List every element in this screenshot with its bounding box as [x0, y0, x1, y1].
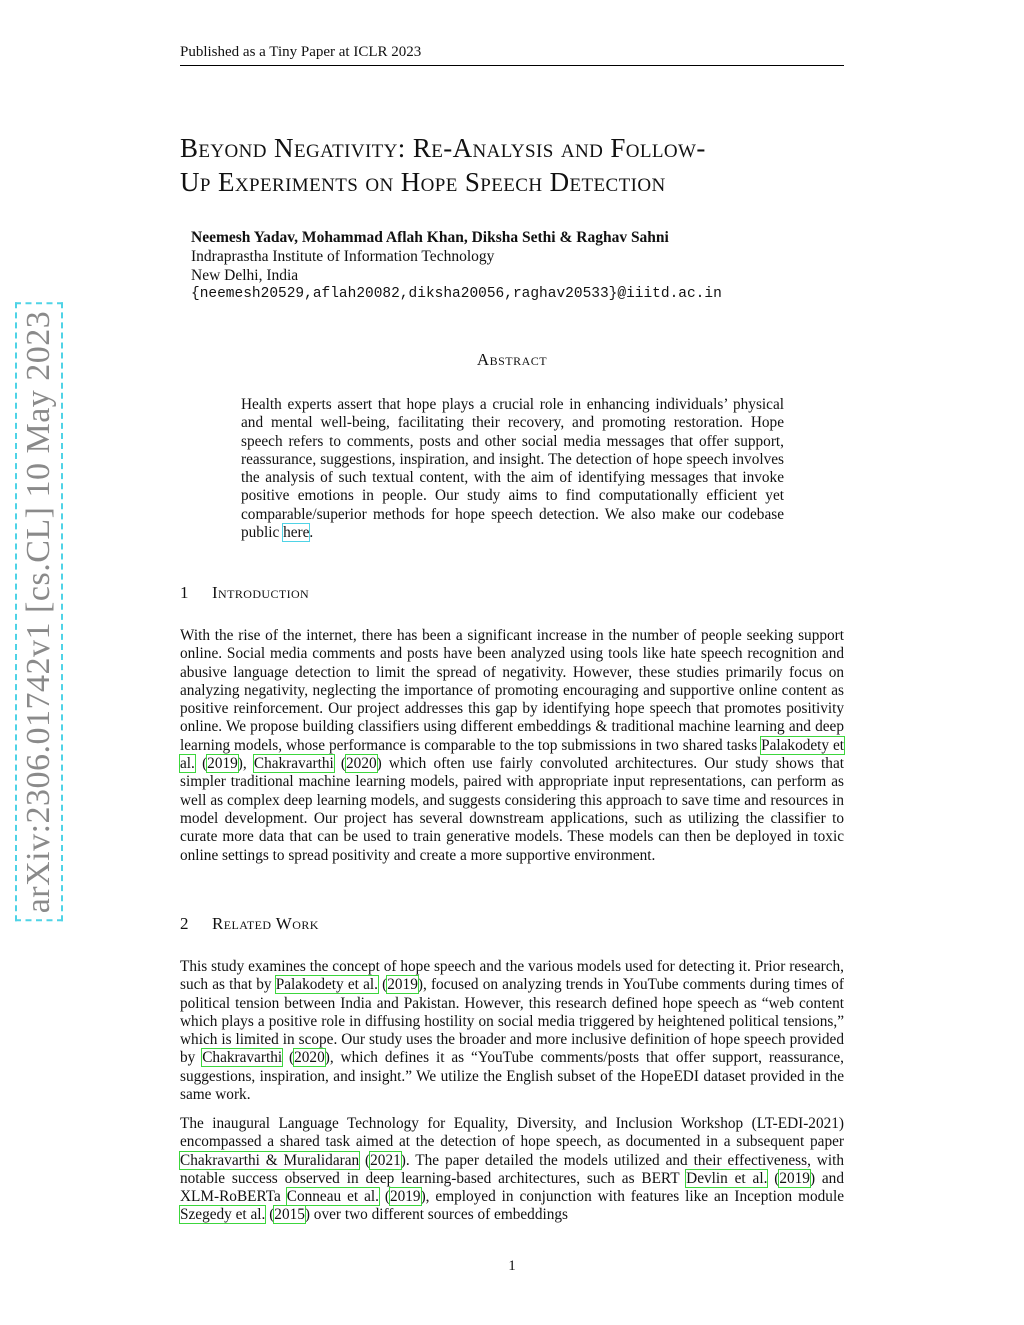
related-text-4: The inaugural Language Technology for Equality, Diversity, and Inclusion Workshop (LT-EDI-2021) encompassed a shared task aimed at the detection of hope speech, as documented in a subsequent paper	[180, 1115, 844, 1151]
citation-year-2020[interactable]: 2020	[346, 755, 377, 773]
citation-chakravarthi[interactable]: Chakravarthi	[253, 755, 334, 773]
citation-palakodety[interactable]: Palakodety et al.	[180, 736, 844, 773]
citation-year-2021[interactable]: 2021	[370, 1151, 401, 1169]
location: New Delhi, India	[191, 267, 299, 284]
citation-chakravarthi-muralidaran[interactable]: Chakravarthi & Muralidaran	[180, 1151, 360, 1169]
related-text-5: ). The paper detailed the models utilized and their effectiveness, with notable success observed in deep learning-based architectures, such as BERT	[180, 1151, 844, 1187]
introduction-paragraph: With the rise of the internet, there has been a significant increase in the number of people seeking support online. Social media comments and posts have been analyzed using tools like hate speech recognition and abusive language detection to limit the spread of negativity. However, these studies primarily focus on analyzing negativity, neglecting the importance of promoting encouraging and supportive online content as positive reinforcement. Our project addresses this gap by identifying hope speech that promotes positivity online. We propose building classifiers using different embeddings & traditional machine learning and deep learning models, whose performance is comparable to the top submissions in two shared tasks Palakodety et al. (2019), Chakravarthi (2020) which often use fairly convoluted architectures. Our study shows that simpler traditional machine learning models, paired with appropriate input representations, can perform as well as complex deep learning models, and suggests considering this approach to save time and resources in model development. Our project has several downstream applications, such as utilizing the classifier to curate more data that can be used to train generative models. These models can then be deployed in toxic online settings to spread positivity and create a more supportive environment.	[180, 627, 844, 864]
section-number: 1	[180, 583, 189, 602]
abstract-body	[241, 396, 784, 542]
related-work-paragraph-2: The inaugural Language Technology for Equality, Diversity, and Inclusion Workshop (LT-EDI-2021) encompassed a shared task aimed at the detection of hope speech, as documented in a subsequent paper Chakravarthi & Muralidaran (2021). The paper detailed the models utilized and their effectiveness, with notable success observed in deep learning-based architectures, such as BERT Devlin et al. (2019) and XLM-RoBERTa Conneau et al. (2019), employed in conjunction with features like an Inception module Szegedy et al. (2015) over two different sources of embeddings	[180, 1115, 844, 1224]
section-introduction-heading	[180, 583, 844, 603]
section-related-work-heading	[180, 914, 844, 934]
citation-chakravarthi[interactable]: Chakravarthi	[202, 1049, 283, 1067]
codebase-link[interactable]: here	[283, 524, 310, 542]
citation-year-2020[interactable]: 2020	[294, 1049, 325, 1067]
related-text-3: ), which defines it as “YouTube comments/posts that offer support, reassurance, suggestions, inspiration, and insight.” We utilize the English subset of the HopeEDI dataset provided in the same work.	[180, 1049, 845, 1104]
arxiv-stamp-link[interactable]: arXiv:2306.01742v1 [cs.CL] 10 May 2023	[15, 303, 63, 922]
section-title-text: Introduction	[212, 583, 310, 602]
related-work-paragraph-1: This study examines the concept of hope speech and the various models used for detecting it. Prior research, such as that by Palakodety et al. (2019), focused on analyzing trends in YouTube comments during times of political tension between India and Pakistan. However, this research defined hope speech as “web content which plays a positive role in diffusing hostility on social media triggered by heightened political tensions,” which is limited in scope. Our study uses the broader and more inclusive definition of hope speech provided by Chakravarthi (2020), which defines it as “YouTube comments/posts that offer support, reassurance, suggestions, inspiration, and insight.” We utilize the English subset of the HopeEDI dataset provided in the same work.	[180, 958, 845, 1104]
abstract-text: Health experts assert that hope plays a crucial role in enhancing individuals’ physical and mental well-being, facilitating their recovery, and promoting restoration. Hope speech refers to comments, posts and other social media messages that offer support, reassurance, suggestions, inspiration, and insight. The detection of hope speech involves the analysis of such textual content, with the aim of identifying messages that invoke positive emotions in people. Our study aims to find computationally efficient yet comparable/superior methods for hope speech detection. We also make our codebase public	[241, 396, 784, 542]
related-text-2: ), focused on analyzing trends in YouTube comments during times of political tension between India and Pakistan. However, this research defined hope speech as “web content which plays a positive role in diffusing hostility on social media triggered by heightened political tensions,” which is limited in scope. Our study uses the broader and more inclusive definition of hope speech provided by	[180, 976, 844, 1067]
related-text-1: This study examines the concept of hope speech and the various models used for detecting it. Prior research, such as that by	[180, 958, 844, 994]
citation-devlin[interactable]: Devlin et al.	[686, 1169, 768, 1187]
citation-year-2015[interactable]: 2015	[274, 1206, 305, 1224]
citation-szegedy[interactable]: Szegedy et al.	[180, 1206, 266, 1224]
author-names: Neemesh Yadav, Mohammad Aflah Khan, Diksha Sethi & Raghav Sahni	[191, 229, 669, 246]
citation-year-2019[interactable]: 2019	[389, 1188, 421, 1206]
title-line-2: Up Experiments on Hope Speech Detection	[180, 167, 666, 197]
title-line-1: Beyond Negativity: Re-Analysis and Follow-	[180, 133, 706, 163]
citation-palakodety[interactable]: Palakodety et al.	[275, 976, 378, 994]
citation-year-2019[interactable]: 2019	[387, 976, 418, 994]
section-number: 2	[180, 914, 189, 933]
intro-text-1: With the rise of the internet, there has been a significant increase in the number of people seeking support online. Social media comments and posts have been analyzed using tools like hate speech recognition and abusive language detection to limit the spread of negativity. However, these studies primarily focus on analyzing negativity, neglecting the importance of promoting encouraging and supportive online content as positive reinforcement. Our project addresses this gap by identifying hope speech that promotes positivity online. We propose building classifiers using different embeddings & traditional machine learning and deep learning models, whose performance is comparable to the top submissions in two shared tasks	[180, 627, 844, 754]
paper-title	[180, 131, 860, 199]
affiliation: Indraprastha Institute of Information Technology	[191, 248, 495, 265]
author-emails: {neemesh20529,aflah20082,diksha20056,raghav20533}@iiitd.ac.in	[191, 286, 722, 302]
abstract-heading: Abstract	[476, 350, 548, 369]
section-title-text: Related Work	[212, 914, 319, 933]
citation-conneau[interactable]: Conneau et al.	[286, 1188, 379, 1206]
related-text-8: ) over two different sources of embeddings	[304, 1206, 568, 1224]
intro-text-mid: ),	[237, 755, 254, 773]
citation-year-2019[interactable]: 2019	[207, 755, 238, 773]
running-header: Published as a Tiny Paper at ICLR 2023	[180, 44, 422, 60]
intro-text-2: ) which often use fairly convoluted architectures. Our study shows that simpler traditional machine learning models, paired with appropriate input representations, can perform as well as complex deep learning models, and suggests considering this approach to save time and resources in model development. Our project has several downstream applications, such as utilizing the classifier to curate more data that can be used to train generative models. These models can then be deployed in toxic online settings to spread positivity and create a more supportive environment.	[180, 755, 844, 864]
header-rule	[180, 65, 844, 66]
related-text-7: ), employed in conjunction with features like an Inception module	[420, 1188, 844, 1206]
related-text-6: ) and XLM-RoBERTa	[180, 1169, 844, 1206]
citation-year-2019[interactable]: 2019	[779, 1169, 810, 1187]
abstract-end: .	[309, 524, 314, 542]
page-number: 1	[508, 1258, 516, 1274]
author-block	[191, 228, 851, 304]
